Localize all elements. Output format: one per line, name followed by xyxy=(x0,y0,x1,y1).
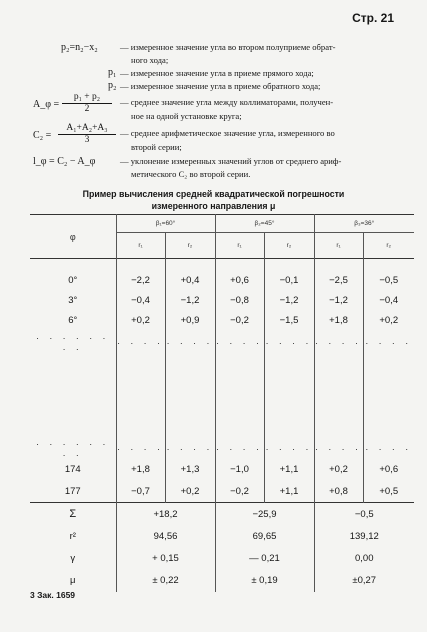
group-header: β₁=60° xyxy=(116,215,215,233)
summary-value: + 0,15 xyxy=(116,548,215,570)
summary-value: 0,00 xyxy=(314,548,414,570)
ellipsis-row xyxy=(30,437,414,459)
phi-cell: 174 xyxy=(64,464,81,475)
subheader: r₂ xyxy=(363,233,414,259)
ellipsis: . . . . xyxy=(363,331,414,353)
ellipsis: . . . . xyxy=(165,437,215,459)
ellipsis: . . . . . . . . xyxy=(36,436,110,459)
value-cell: +0,6 xyxy=(363,459,414,481)
subheader: r₁ xyxy=(215,233,264,259)
ellipsis: . . . . xyxy=(264,437,314,459)
formula-lhs-p2: p₂ xyxy=(108,80,117,91)
summary-value: ± 0,22 xyxy=(116,570,215,592)
summary-value: 69,65 xyxy=(215,526,314,548)
phi-cell: 3° xyxy=(68,295,78,306)
ellipsis: . . . . xyxy=(264,331,314,353)
results-table xyxy=(30,214,414,592)
summary-value: — 0,21 xyxy=(215,548,314,570)
summary-value: ± 0,19 xyxy=(215,570,314,592)
summary-label: r² xyxy=(69,531,76,542)
value-cell: −0,4 xyxy=(363,291,414,311)
ellipsis: . . . . . . . . xyxy=(36,330,110,353)
table-title-line2: измеренного направления μ xyxy=(151,201,276,211)
summary-label: Σ xyxy=(69,508,77,521)
phi-cell: 6° xyxy=(68,315,78,326)
formula-desc: — уклонение измеренных значений углов от среднего ариф- xyxy=(120,156,342,166)
subheader: r₁ xyxy=(314,233,363,259)
summary-row xyxy=(30,548,414,570)
ellipsis: . . . . xyxy=(116,437,165,459)
value-cell: +0,8 xyxy=(314,481,363,503)
ellipsis: . . . . xyxy=(314,331,363,353)
summary-label: μ xyxy=(70,575,76,586)
value-cell: +0,2 xyxy=(116,311,165,331)
value-cell: −0,7 xyxy=(116,481,165,503)
group-header: β₃=36° xyxy=(314,215,414,233)
value-cell: −0,2 xyxy=(215,481,264,503)
ellipsis-row xyxy=(30,331,414,353)
value-cell: +0,5 xyxy=(363,481,414,503)
phi-header: φ xyxy=(69,231,76,242)
fraction-numerator: A₁+A₂+A₃ xyxy=(58,123,116,135)
subheader: r₂ xyxy=(264,233,314,259)
formula-lhs-a-phi: A_φ = xyxy=(33,99,60,110)
summary-value: −0,5 xyxy=(314,503,414,526)
formula-lhs-p1: p₁ xyxy=(108,67,117,78)
formula-desc: — измеренное значение угла во втором полуприеме обрат- xyxy=(120,42,336,52)
value-cell: +1,8 xyxy=(314,311,363,331)
value-cell: −0,1 xyxy=(264,271,314,291)
value-cell: −0,8 xyxy=(215,291,264,311)
summary-value: −25,9 xyxy=(215,503,314,526)
value-cell: +0,2 xyxy=(314,459,363,481)
ellipsis: . . . . xyxy=(165,331,215,353)
fraction-denominator: 2 xyxy=(84,104,90,114)
ellipsis: . . . . xyxy=(363,437,414,459)
ellipsis: . . . . xyxy=(116,331,165,353)
value-cell: −2,5 xyxy=(314,271,363,291)
value-cell: +1,3 xyxy=(165,459,215,481)
formula-desc-cont: метического C₂ во второй серии. xyxy=(131,169,251,179)
value-cell: −1,2 xyxy=(314,291,363,311)
summary-row xyxy=(30,526,414,548)
value-cell: −2,2 xyxy=(116,271,165,291)
value-cell: −1,2 xyxy=(264,291,314,311)
table-row xyxy=(30,271,414,291)
table-row xyxy=(30,459,414,481)
subheader: r₂ xyxy=(165,233,215,259)
value-cell: +1,1 xyxy=(264,459,314,481)
page-number: Стр. 21 xyxy=(352,11,394,25)
value-cell: −0,5 xyxy=(363,271,414,291)
summary-row xyxy=(30,503,414,526)
formula-lhs-c2: C₂ = xyxy=(33,130,52,141)
value-cell: +0,9 xyxy=(165,311,215,331)
value-cell: −0,4 xyxy=(116,291,165,311)
value-cell: +0,6 xyxy=(215,271,264,291)
formula-fraction xyxy=(58,123,116,146)
table-row xyxy=(30,311,414,331)
table-title: Пример вычисления средней квадратической погрешности xyxy=(82,189,345,199)
value-cell: +1,8 xyxy=(116,459,165,481)
fraction-denominator: 3 xyxy=(84,135,90,145)
summary-value: ±0,27 xyxy=(314,570,414,592)
table-row xyxy=(30,481,414,503)
formula-fraction xyxy=(62,92,112,115)
subheader: r₁ xyxy=(116,233,165,259)
value-cell: −1,2 xyxy=(165,291,215,311)
formula-desc-cont: ное на одной установке круга; xyxy=(131,111,242,121)
formula-desc-cont: второй серии; xyxy=(131,142,182,152)
value-cell: +1,1 xyxy=(264,481,314,503)
value-cell: −0,2 xyxy=(215,311,264,331)
summary-label: γ xyxy=(70,553,76,564)
value-cell: +0,4 xyxy=(165,271,215,291)
formula-desc: — измеренное значение угла в приеме обратного хода; xyxy=(120,81,321,91)
formula-desc: — среднее значение угла между коллиматорами, получен- xyxy=(120,97,334,107)
summary-value: +18,2 xyxy=(116,503,215,526)
group-header: β₂=45° xyxy=(215,215,314,233)
phi-cell: 0° xyxy=(68,275,78,286)
fraction-numerator: p₁ + p₂ xyxy=(62,92,112,104)
formula-lhs-l-phi: l_φ = C₂ − A_φ xyxy=(33,156,96,167)
summary-row xyxy=(30,570,414,592)
value-cell: +0,2 xyxy=(363,311,414,331)
value-cell: −1,0 xyxy=(215,459,264,481)
formula-desc: — среднее арифметическое значение угла, измеренного во xyxy=(120,128,335,138)
formula-desc-cont: ного хода; xyxy=(131,55,169,65)
phi-cell: 177 xyxy=(64,485,81,497)
ellipsis: . . . . xyxy=(314,437,363,459)
ellipsis: . . . . xyxy=(215,437,264,459)
summary-value: 94,56 xyxy=(116,526,215,548)
footer-note: 3 Зак. 1659 xyxy=(30,590,76,600)
formula-desc: — измеренное значение угла в приеме прямого хода; xyxy=(120,68,314,78)
formula-lhs-p2-diff: p₂=n₂−x₂ xyxy=(61,42,98,53)
value-cell: +0,2 xyxy=(165,481,215,503)
table-row xyxy=(30,291,414,311)
summary-value: 139,12 xyxy=(314,526,414,548)
ellipsis: . . . . xyxy=(215,331,264,353)
value-cell: −1,5 xyxy=(264,311,314,331)
